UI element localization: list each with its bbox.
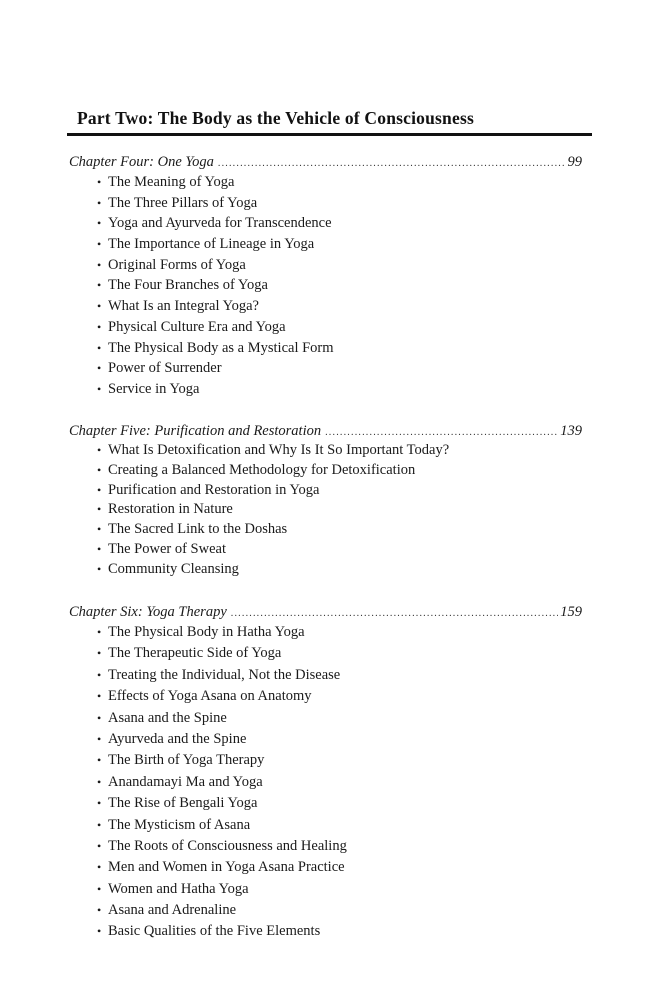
toc-chapter-entry[interactable] xyxy=(69,602,582,622)
chapter-four-section xyxy=(69,152,582,400)
dot-leader xyxy=(325,426,558,440)
topic-item: • The Power of Sweat xyxy=(97,540,582,560)
topic-item: • The Roots of Consciousness and Healing xyxy=(97,836,582,857)
topic-list xyxy=(69,172,582,400)
dot-leader xyxy=(231,607,558,621)
topic-item: • The Birth of Yoga Therapy xyxy=(97,750,582,771)
topic-item: • Community Cleansing xyxy=(97,560,582,580)
chapter-page-number: 139 xyxy=(560,423,582,439)
topic-item: • The Four Branches of Yoga xyxy=(97,275,582,296)
chapter-title: Chapter Six: Yoga Therapy xyxy=(69,604,227,620)
topic-item: • The Sacred Link to the Doshas xyxy=(97,520,582,540)
topic-item: • Basic Qualities of the Five Elements xyxy=(97,921,582,942)
chapter-five-section xyxy=(69,421,582,580)
chapter-title: Chapter Four: One Yoga xyxy=(69,154,214,170)
topic-item: • Original Forms of Yoga xyxy=(97,255,582,276)
topic-item: • The Rise of Bengali Yoga xyxy=(97,793,582,814)
topic-list xyxy=(69,441,582,580)
topic-item: • What Is an Integral Yoga? xyxy=(97,296,582,317)
topic-item: • Anandamayi Ma and Yoga xyxy=(97,772,582,793)
topic-item: • The Physical Body as a Mystical Form xyxy=(97,338,582,359)
topic-item: • Service in Yoga xyxy=(97,379,582,400)
topic-item: • The Importance of Lineage in Yoga xyxy=(97,234,582,255)
topic-item: • Yoga and Ayurveda for Transcendence xyxy=(97,213,582,234)
topic-item: • The Mysticism of Asana xyxy=(97,815,582,836)
part-title: Part Two: The Body as the Vehicle of Consciousness xyxy=(77,108,474,128)
part-header xyxy=(67,108,592,136)
topic-item: • Purification and Restoration in Yoga xyxy=(97,481,582,501)
topic-item: • Men and Women in Yoga Asana Practice xyxy=(97,857,582,878)
toc-chapter-entry[interactable] xyxy=(69,152,582,172)
topic-item: • The Physical Body in Hatha Yoga xyxy=(97,622,582,643)
chapter-six-section xyxy=(69,602,582,943)
topic-item: • Ayurveda and the Spine xyxy=(97,729,582,750)
topic-item: • The Three Pillars of Yoga xyxy=(97,193,582,214)
chapter-title: Chapter Five: Purification and Restoration xyxy=(69,423,322,439)
topic-item: • Treating the Individual, Not the Disease xyxy=(97,665,582,686)
topic-item: • Physical Culture Era and Yoga xyxy=(97,317,582,338)
topic-item: • Power of Surrender xyxy=(97,358,582,379)
topic-item: • Asana and the Spine xyxy=(97,708,582,729)
topic-item: • The Therapeutic Side of Yoga xyxy=(97,643,582,664)
topic-item: • Women and Hatha Yoga xyxy=(97,879,582,900)
topic-item: • Asana and Adrenaline xyxy=(97,900,582,921)
topic-item: • What Is Detoxification and Why Is It So Important Today? xyxy=(97,441,582,461)
chapter-page-number: 159 xyxy=(560,604,582,620)
toc-chapter-entry[interactable] xyxy=(69,421,582,441)
topic-item: • The Meaning of Yoga xyxy=(97,172,582,193)
topic-list xyxy=(69,622,582,943)
chapter-page-number: 99 xyxy=(567,154,582,170)
dot-leader xyxy=(218,157,566,171)
topic-item: • Restoration in Nature xyxy=(97,500,582,520)
topic-item: • Effects of Yoga Asana on Anatomy xyxy=(97,686,582,707)
topic-item: • Creating a Balanced Methodology for Detoxification xyxy=(97,461,582,481)
